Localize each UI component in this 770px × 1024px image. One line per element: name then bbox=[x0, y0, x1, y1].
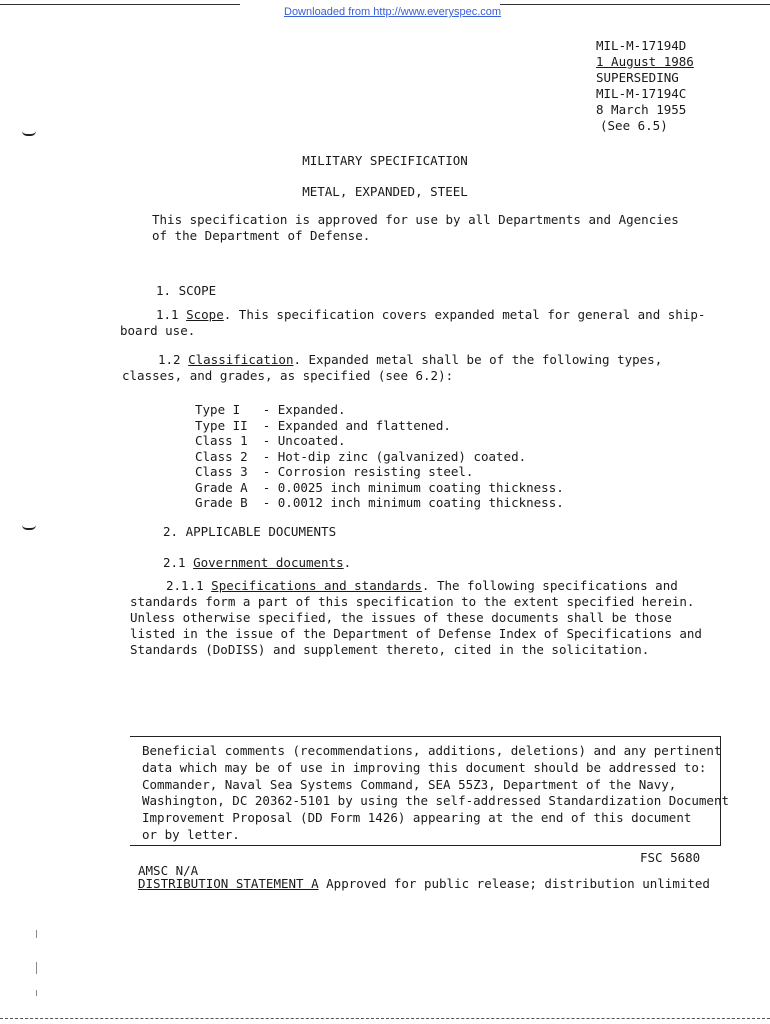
list-item: Class 1 - Uncoated. bbox=[195, 433, 346, 448]
p12-number: 1.2 bbox=[158, 352, 181, 367]
margin-tick-1 bbox=[36, 930, 37, 938]
doc-id: MIL-M-17194D bbox=[596, 38, 687, 53]
section-2-heading: 2. APPLICABLE DOCUMENTS bbox=[163, 524, 337, 539]
p12-text-2: classes, and grades, as specified (see 6.2): bbox=[122, 368, 454, 383]
distribution-label: DISTRIBUTION STATEMENT A bbox=[138, 876, 319, 891]
doc-date: 1 August 1986 bbox=[596, 54, 694, 69]
document-header bbox=[596, 38, 766, 134]
top-rule-left bbox=[0, 4, 240, 5]
paragraph-1-1 bbox=[120, 307, 705, 339]
p11-title: Scope bbox=[186, 307, 224, 322]
comments-box bbox=[130, 736, 729, 846]
classification-list bbox=[195, 402, 564, 511]
comments-line-6: or by letter. bbox=[142, 826, 240, 842]
list-item: Type II - Expanded and flattened. bbox=[195, 417, 451, 433]
approval-statement bbox=[152, 212, 679, 244]
superseded-date: 8 March 1955 bbox=[596, 102, 687, 117]
paragraph-2-1-1 bbox=[130, 578, 702, 658]
comments-line-3: Commander, Naval Sea Systems Command, SEA 55Z3, Department of the Navy, bbox=[142, 776, 677, 792]
p211-number: 2.1.1 bbox=[166, 578, 204, 593]
p11-text-1: . This specification covers expanded metal for general and ship- bbox=[223, 307, 706, 322]
list-item: Type I - Expanded. bbox=[195, 402, 346, 417]
distribution-text: Approved for public release; distribution unlimited bbox=[318, 876, 710, 891]
section-1-heading: 1. SCOPE bbox=[156, 283, 217, 298]
list-item: Grade B - 0.0012 inch minimum coating thickness. bbox=[195, 495, 564, 510]
p211-line-3: listed in the issue of the Department of Defense Index of Specifications and bbox=[130, 626, 702, 641]
p211-line-1: standards form a part of this specification to the extent specified herein. bbox=[130, 594, 695, 609]
amsc-code: AMSC N/A bbox=[138, 863, 199, 878]
comments-line-2: data which may be of use in improving this document should be addressed to: bbox=[142, 759, 707, 775]
superseded-id: MIL-M-17194C bbox=[596, 86, 687, 101]
p211-title: Specifications and standards bbox=[211, 578, 422, 593]
p12-title: Classification bbox=[188, 352, 294, 367]
approval-line-1: This specification is approved for use by all Departments and Agencies bbox=[152, 212, 679, 227]
margin-tick-3 bbox=[36, 990, 37, 996]
paragraph-2-1 bbox=[163, 555, 351, 571]
p21-number: 2.1 bbox=[163, 555, 186, 570]
fsc-code: FSC 5680 bbox=[640, 850, 701, 865]
see-note: (See 6.5) bbox=[600, 118, 668, 133]
top-rule-right bbox=[500, 4, 770, 5]
list-item: Grade A - 0.0025 inch minimum coating thickness. bbox=[195, 479, 564, 495]
distribution-statement bbox=[138, 876, 710, 892]
p11-text-2: board use. bbox=[120, 323, 196, 338]
p211-line-4: Standards (DoDISS) and supplement thereto, cited in the solicitation. bbox=[130, 642, 650, 657]
approval-line-2: of the Department of Defense. bbox=[152, 228, 371, 243]
p21-end: . bbox=[343, 555, 352, 570]
download-source-link[interactable]: Downloaded from http://www.everyspec.com bbox=[284, 6, 502, 18]
spec-subject-title: METAL, EXPANDED, STEEL bbox=[302, 184, 468, 199]
bottom-scan-edge bbox=[0, 1018, 770, 1020]
p12-text-1: . Expanded metal shall be of the following types, bbox=[293, 352, 663, 367]
margin-mark-middle bbox=[22, 525, 36, 530]
comments-line-1: Beneficial comments (recommendations, additions, deletions) and any pertinent bbox=[142, 743, 722, 758]
p211-text-1: . The following specifications and bbox=[421, 578, 678, 593]
margin-mark-top bbox=[22, 131, 36, 136]
list-item: Class 2 - Hot-dip zinc (galvanized) coated. bbox=[195, 448, 527, 464]
p211-line-2: Unless otherwise specified, the issues of these documents shall be those bbox=[130, 610, 672, 625]
superseding-label: SUPERSEDING bbox=[596, 70, 679, 85]
paragraph-1-2 bbox=[122, 352, 662, 384]
p21-title: Government documents bbox=[193, 555, 344, 570]
spec-type-title: MILITARY SPECIFICATION bbox=[302, 153, 468, 168]
comments-line-5: Improvement Proposal (DD Form 1426) appearing at the end of this document bbox=[142, 810, 692, 826]
comments-line-4: Washington, DC 20362-5101 by using the self-addressed Standardization Document bbox=[142, 793, 729, 809]
margin-tick-2 bbox=[36, 962, 37, 974]
list-item: Class 3 - Corrosion resisting steel. bbox=[195, 464, 474, 479]
p11-number: 1.1 bbox=[156, 307, 179, 322]
